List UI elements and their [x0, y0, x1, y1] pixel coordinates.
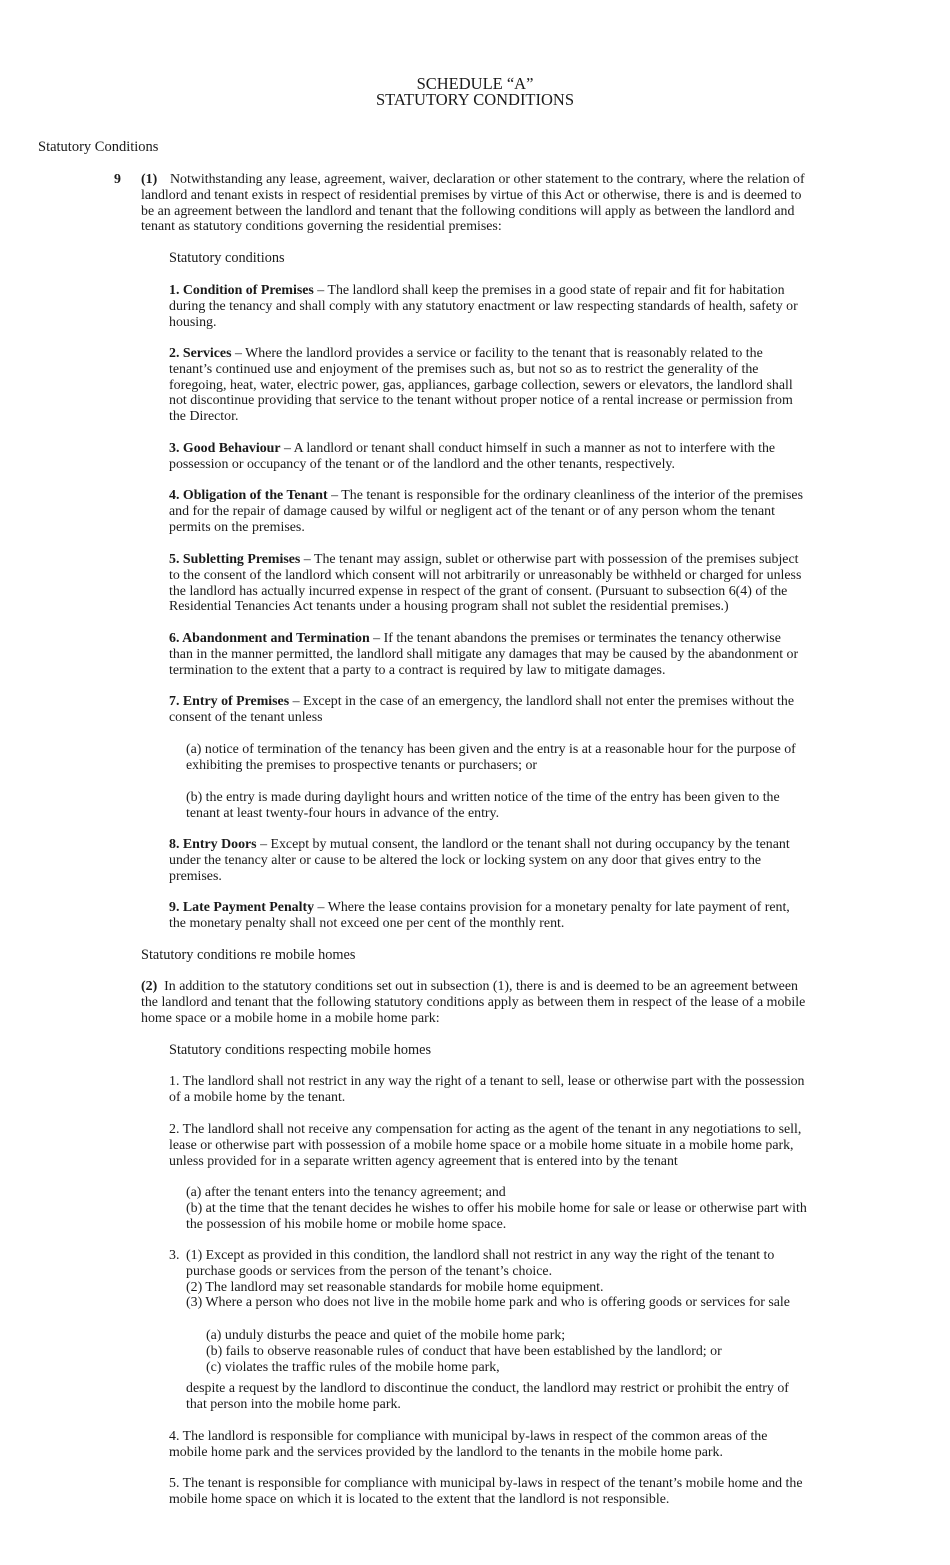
condition-text: – Where the landlord provides a service or facility to the tenant that is reasonably related to the tenant’s continued use and enjoyment of the premises such as, but not so as to restrict the generality of the foregoing, heat, water, electric power, gas, appliances, garbage collection, sewers or elevators, the landlord shall not discontinue providing that service to the tenant without proper notice of a rental increase or permission from the Director.	[169, 346, 793, 425]
condition-4	[169, 488, 889, 535]
condition-text: – The landlord shall keep the premises in a good state of repair and fit for habitation during the tenancy and shall comply with any statutory enactment or law respecting standards of health, safety or housing.	[169, 283, 798, 330]
condition-text: – A landlord or tenant shall conduct himself in such a manner as not to interfere with the possession or occupancy of the tenant or of the landlord and the other tenants, respectively.	[169, 441, 776, 472]
condition-title: 9. Late Payment Penalty	[169, 900, 315, 915]
mobile-condition-3-number: 3.	[169, 1248, 180, 1263]
condition-8	[169, 837, 889, 884]
mobile-condition-3: (1) Except as provided in this condition, the landlord shall not restrict in any way the right of the tenant to purchase goods or services from the person of the tenant’s choice. (2) The landlord may set reasonable standards for mobile home equipment. (3) Where a person who does not live in the mobile home park and who is offering goods or services for sale	[186, 1248, 790, 1311]
mobile-condition-2: 2. The landlord shall not receive any compensation for acting as the agent of the tenant in any negotiations to sell, lease or otherwise part with possession of a mobile home space or a mobile home situate in a mobile home park, unless provided for in a separate written agency agreement that is entered into by the tenant	[169, 1122, 802, 1169]
condition-title: 8. Entry Doors	[169, 837, 257, 852]
condition-text: – Where the lease contains provision for a monetary penalty for late payment of rent, the monetary penalty shall not exceed one per cent of the monthly rent.	[169, 900, 790, 931]
mobile-condition-4: 4. The landlord is responsible for compliance with municipal by-laws in respect of the common areas of the mobile home park and the services provided by the landlord to the tenants in the mobile home park.	[169, 1429, 768, 1460]
subsection-text: Notwithstanding any lease, agreement, waiver, declaration or other statement to the contrary, where the relation of landlord and tenant exists in respect of residential premises by virtue of this Act or otherwise, there is and is deemed to be an agreement between the landlord and tenant that the following conditions will apply as between the landlord and tenant as statutory conditions governing the residential premises:	[141, 172, 805, 235]
mobile-condition-3-clauses: (a) unduly disturbs the peace and quiet of the mobile home park; (b) fails to observe reasonable rules of conduct that have been established by the landlord; or (c) violates the traffic rules of the mobile home park,	[206, 1328, 722, 1375]
condition-1	[169, 283, 889, 330]
section-number: 9	[114, 172, 121, 187]
subsection-1	[141, 172, 881, 235]
entry-clause-a: (a) notice of termination of the tenancy has been given and the entry is at a reasonable hour for the purpose of exhibiting the premises to prospective tenants or purchasers; or	[186, 742, 796, 773]
condition-text: – If the tenant abandons the premises or terminates the tenancy otherwise than in the manner permitted, the landlord shall mitigate any damages that may be caused by the abandonment or termination to the extent that a party to a contract is required by law to mitigate damages.	[169, 631, 799, 678]
subsection-2	[141, 979, 881, 1026]
condition-7	[169, 694, 889, 726]
condition-text: – Except by mutual consent, the landlord or the tenant shall not during occupancy by the tenant under the tenancy alter or cause to be altered the lock or locking system on any door that gives entry to the premises.	[169, 837, 790, 884]
condition-text: – The tenant is responsible for the ordinary cleanliness of the interior of the premises and for the repair of damage caused by wilful or negligent act of the tenant or of any person whom the tenant permits on the premises.	[169, 488, 803, 535]
condition-text: – Except in the case of an emergency, the landlord shall not enter the premises without the consent of the tenant unless	[169, 694, 795, 725]
condition-3	[169, 441, 889, 473]
condition-title: 1. Condition of Premises	[169, 283, 314, 298]
condition-title: 6. Abandonment and Termination	[169, 631, 370, 646]
condition-title: 2. Services	[169, 346, 232, 361]
conditions-heading: Statutory conditions	[169, 250, 285, 266]
mobile-conditions-heading: Statutory conditions respecting mobile homes	[169, 1042, 432, 1058]
subsection-number: (1)	[141, 172, 158, 187]
condition-5	[169, 552, 889, 615]
section-heading: Statutory Conditions	[38, 139, 159, 155]
condition-title: 4. Obligation of the Tenant	[169, 488, 328, 503]
mobile-condition-2-clauses: (a) after the tenant enters into the tenancy agreement; and (b) at the time that the tenant decides he wishes to offer his mobile home for sale or lease or otherwise part with the possession of his mobile home or mobile home space.	[186, 1185, 807, 1232]
condition-title: 7. Entry of Premises	[169, 694, 290, 709]
mobile-condition-1: 1. The landlord shall not restrict in any way the right of a tenant to sell, lease or otherwise part with the possession of a mobile home by the tenant.	[169, 1074, 805, 1105]
condition-2	[169, 346, 889, 425]
condition-6	[169, 631, 889, 678]
entry-clause-b: (b) the entry is made during daylight hours and written notice of the time of the entry has been given to the tenant at least twenty-four hours in advance of the entry.	[186, 790, 780, 821]
schedule-title: SCHEDULE “A”	[416, 74, 534, 93]
mobile-homes-heading: Statutory conditions re mobile homes	[141, 947, 356, 963]
condition-9	[169, 900, 889, 932]
condition-title: 5. Subletting Premises	[169, 552, 301, 567]
mobile-condition-3-closing: despite a request by the landlord to discontinue the conduct, the landlord may restrict or prohibit the entry of that person into the mobile home park.	[186, 1381, 789, 1412]
document-title: STATUTORY CONDITIONS	[375, 90, 575, 109]
condition-text: – The tenant may assign, sublet or otherwise part with possession of the premises subject to the consent of the landlord which consent will not arbitrarily or unreasonably be withheld or charged for unless the landlord has actually incurred expense in respect of the grant of consent. (Pursuant to subsection 6(4) of the Residential Tenancies Act tenants under a housing program shall not sublet the residential premises.)	[169, 552, 802, 615]
mobile-condition-5: 5. The tenant is responsible for compliance with municipal by-laws in respect of the tenant’s mobile home and the mobile home space on which it is located to the extent that the landlord is not responsible.	[169, 1476, 803, 1507]
subsection-number: (2)	[141, 979, 158, 994]
condition-title: 3. Good Behaviour	[169, 441, 281, 456]
subsection-text: In addition to the statutory conditions set out in subsection (1), there is and is deemed to be an agreement between the landlord and tenant that the following statutory conditions apply as between them in respect of the lease of a mobile home space or a mobile home in a mobile home park:	[141, 979, 806, 1026]
